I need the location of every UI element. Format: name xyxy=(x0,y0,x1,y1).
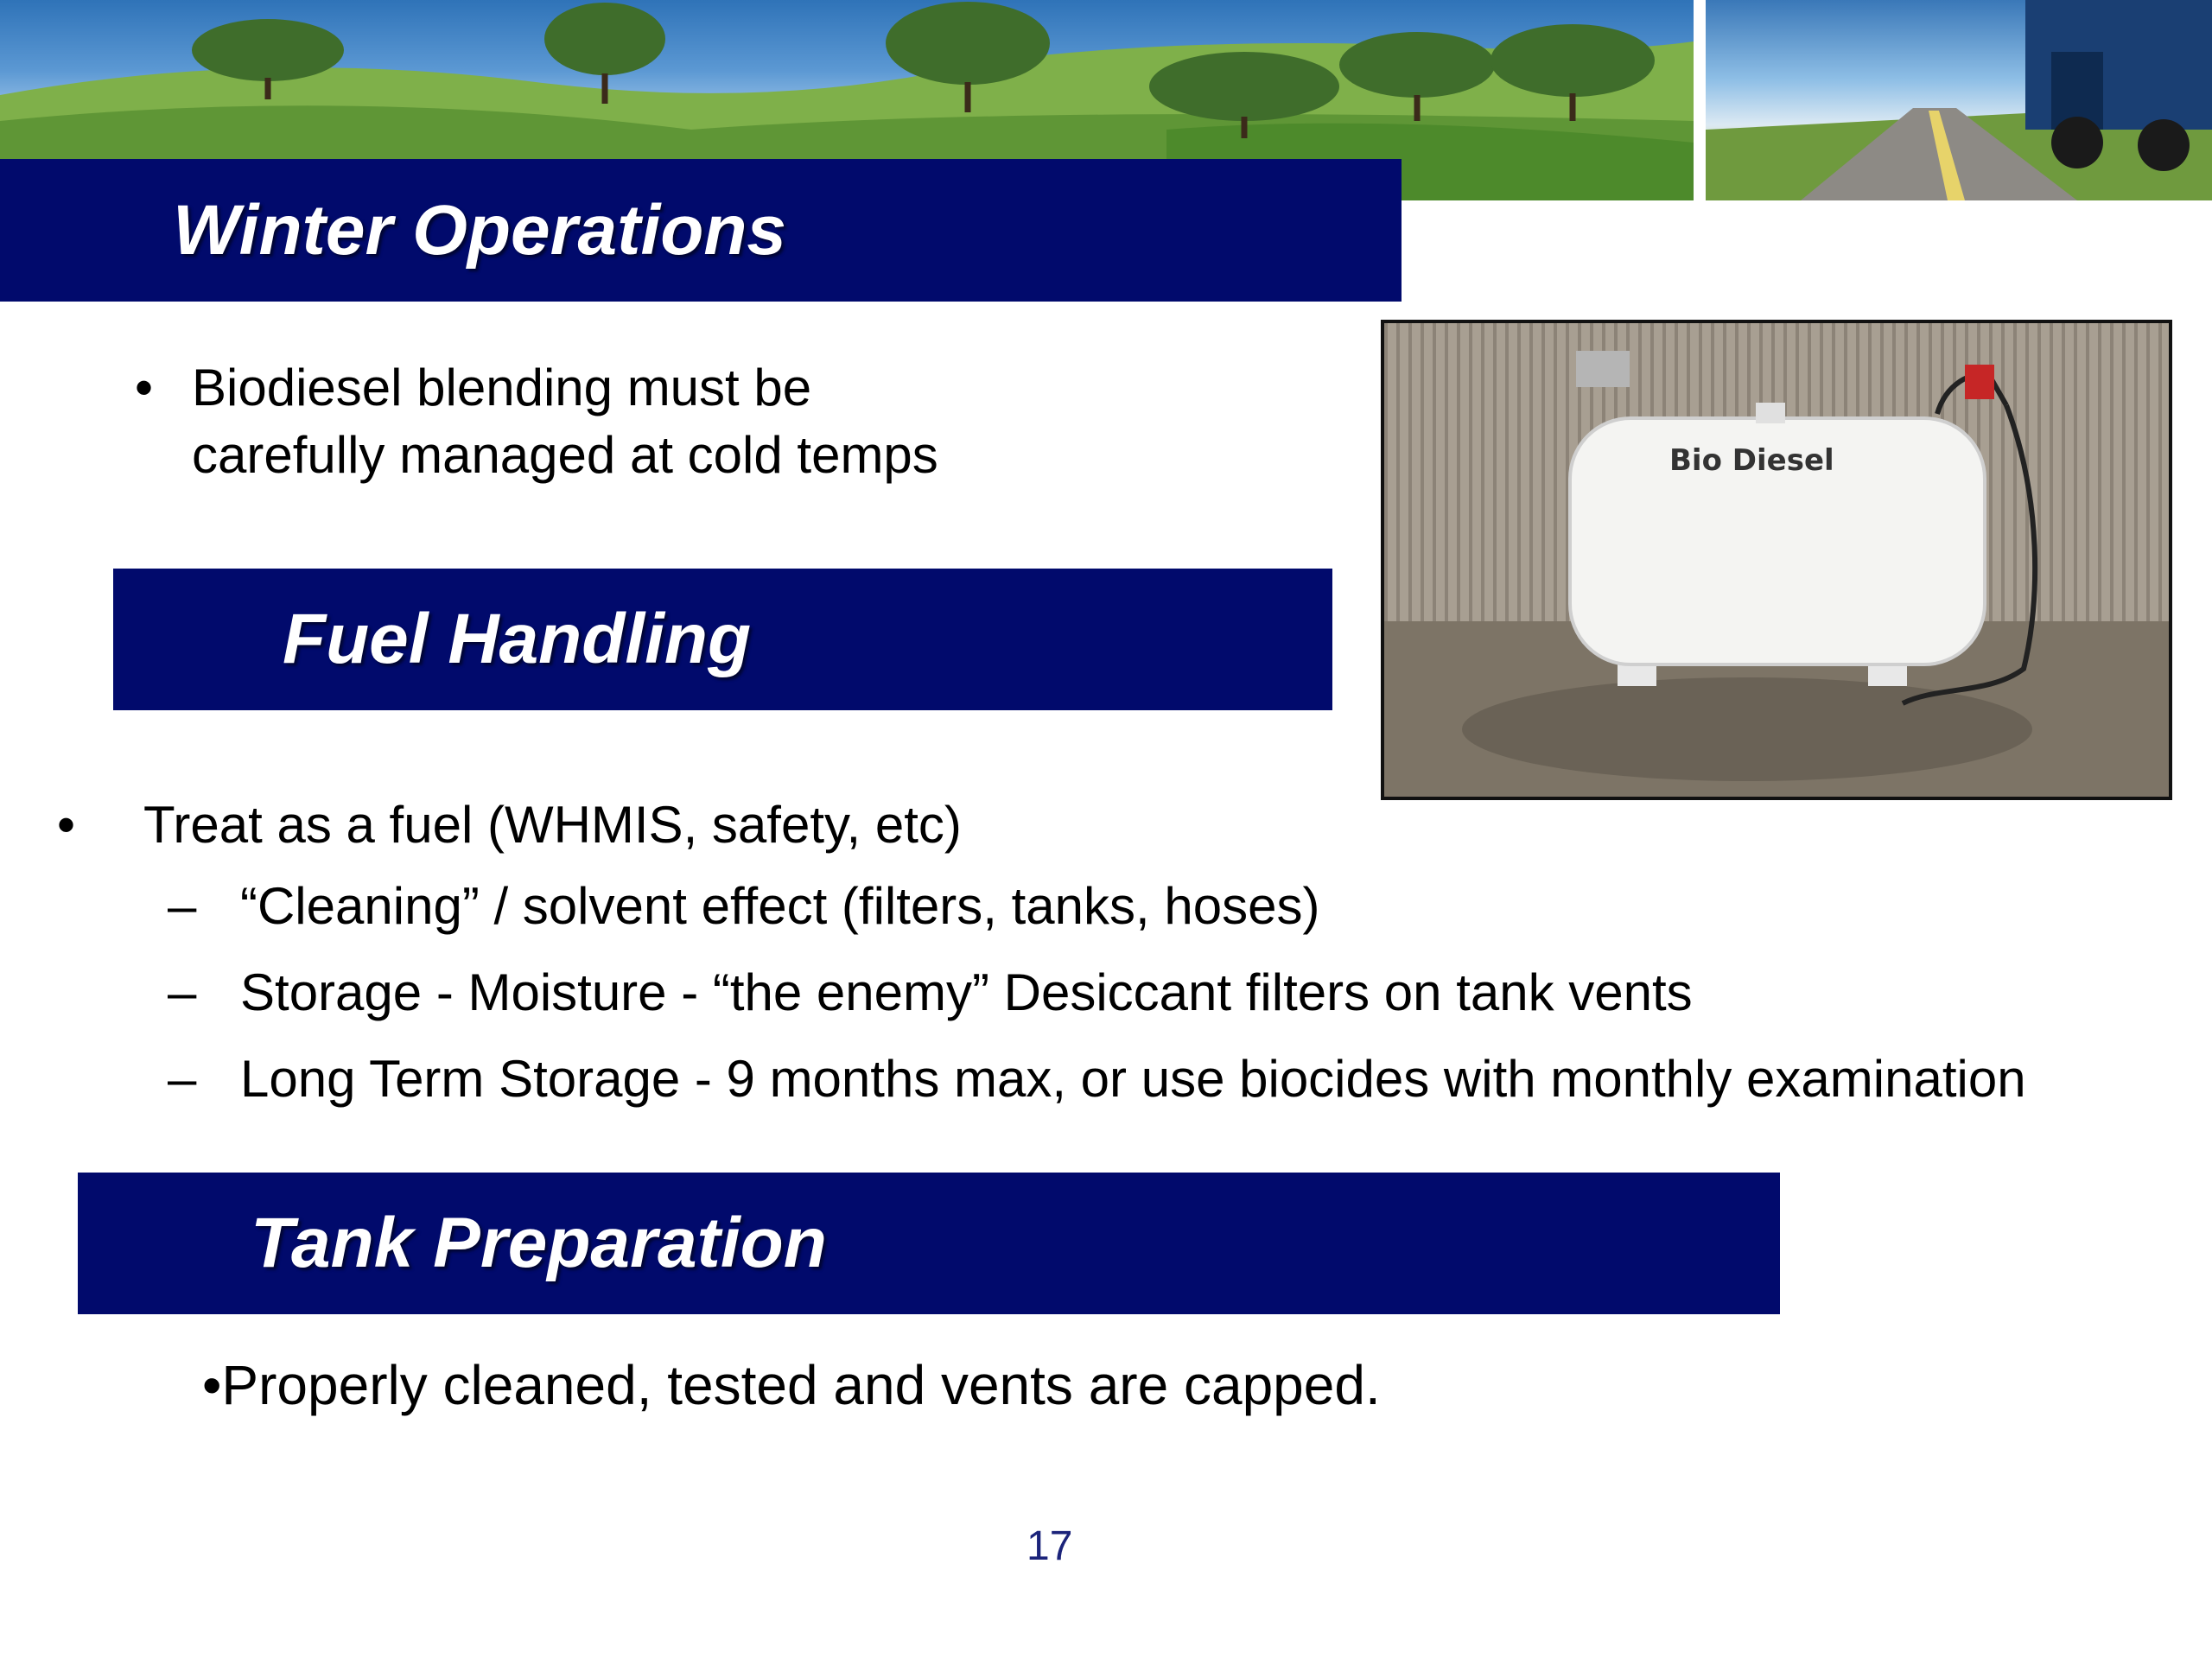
tank-bullet: •Properly cleaned, tested and vents are capped. xyxy=(202,1354,1381,1416)
section-title-tank-preparation: Tank Preparation xyxy=(251,1204,827,1282)
page-number: 17 xyxy=(1027,1523,1073,1569)
header-truck-road-image xyxy=(1706,0,2212,200)
bullet-dot: • xyxy=(57,796,76,854)
tank-illustration xyxy=(1384,323,2169,797)
section-title-fuel-handling: Fuel Handling xyxy=(283,600,752,678)
dash-marker: – xyxy=(168,877,197,935)
section-bar-winter-operations xyxy=(0,159,1402,302)
bullet-dot: • xyxy=(135,359,154,416)
bio-diesel-tank-photo xyxy=(1381,320,2172,800)
fuel-subitem-3: Long Term Storage - 9 months max, or use biocides with monthly examination xyxy=(240,1050,2026,1108)
dash-marker: – xyxy=(168,963,197,1021)
section-title-winter-operations: Winter Operations xyxy=(173,190,787,270)
dash-marker: – xyxy=(168,1050,197,1108)
fuel-subitem-1: “Cleaning” / solvent effect (filters, tanks, hoses) xyxy=(240,877,1320,935)
truck-road-illustration xyxy=(1706,0,2212,200)
fuel-subitem-2: Storage - Moisture - “the enemy” Desiccant filters on tank vents xyxy=(240,963,1693,1021)
winter-bullet-line-2: carefully managed at cold temps xyxy=(192,426,938,484)
fuel-bullet-main: Treat as a fuel (WHMIS, safety, etc) xyxy=(143,796,962,854)
tank-label-text: Bio Diesel xyxy=(1669,443,1834,478)
section-bar-fuel-handling xyxy=(113,569,1332,710)
section-bar-tank-preparation xyxy=(78,1173,1780,1314)
winter-bullet-line-1: Biodiesel blending must be xyxy=(192,359,812,416)
